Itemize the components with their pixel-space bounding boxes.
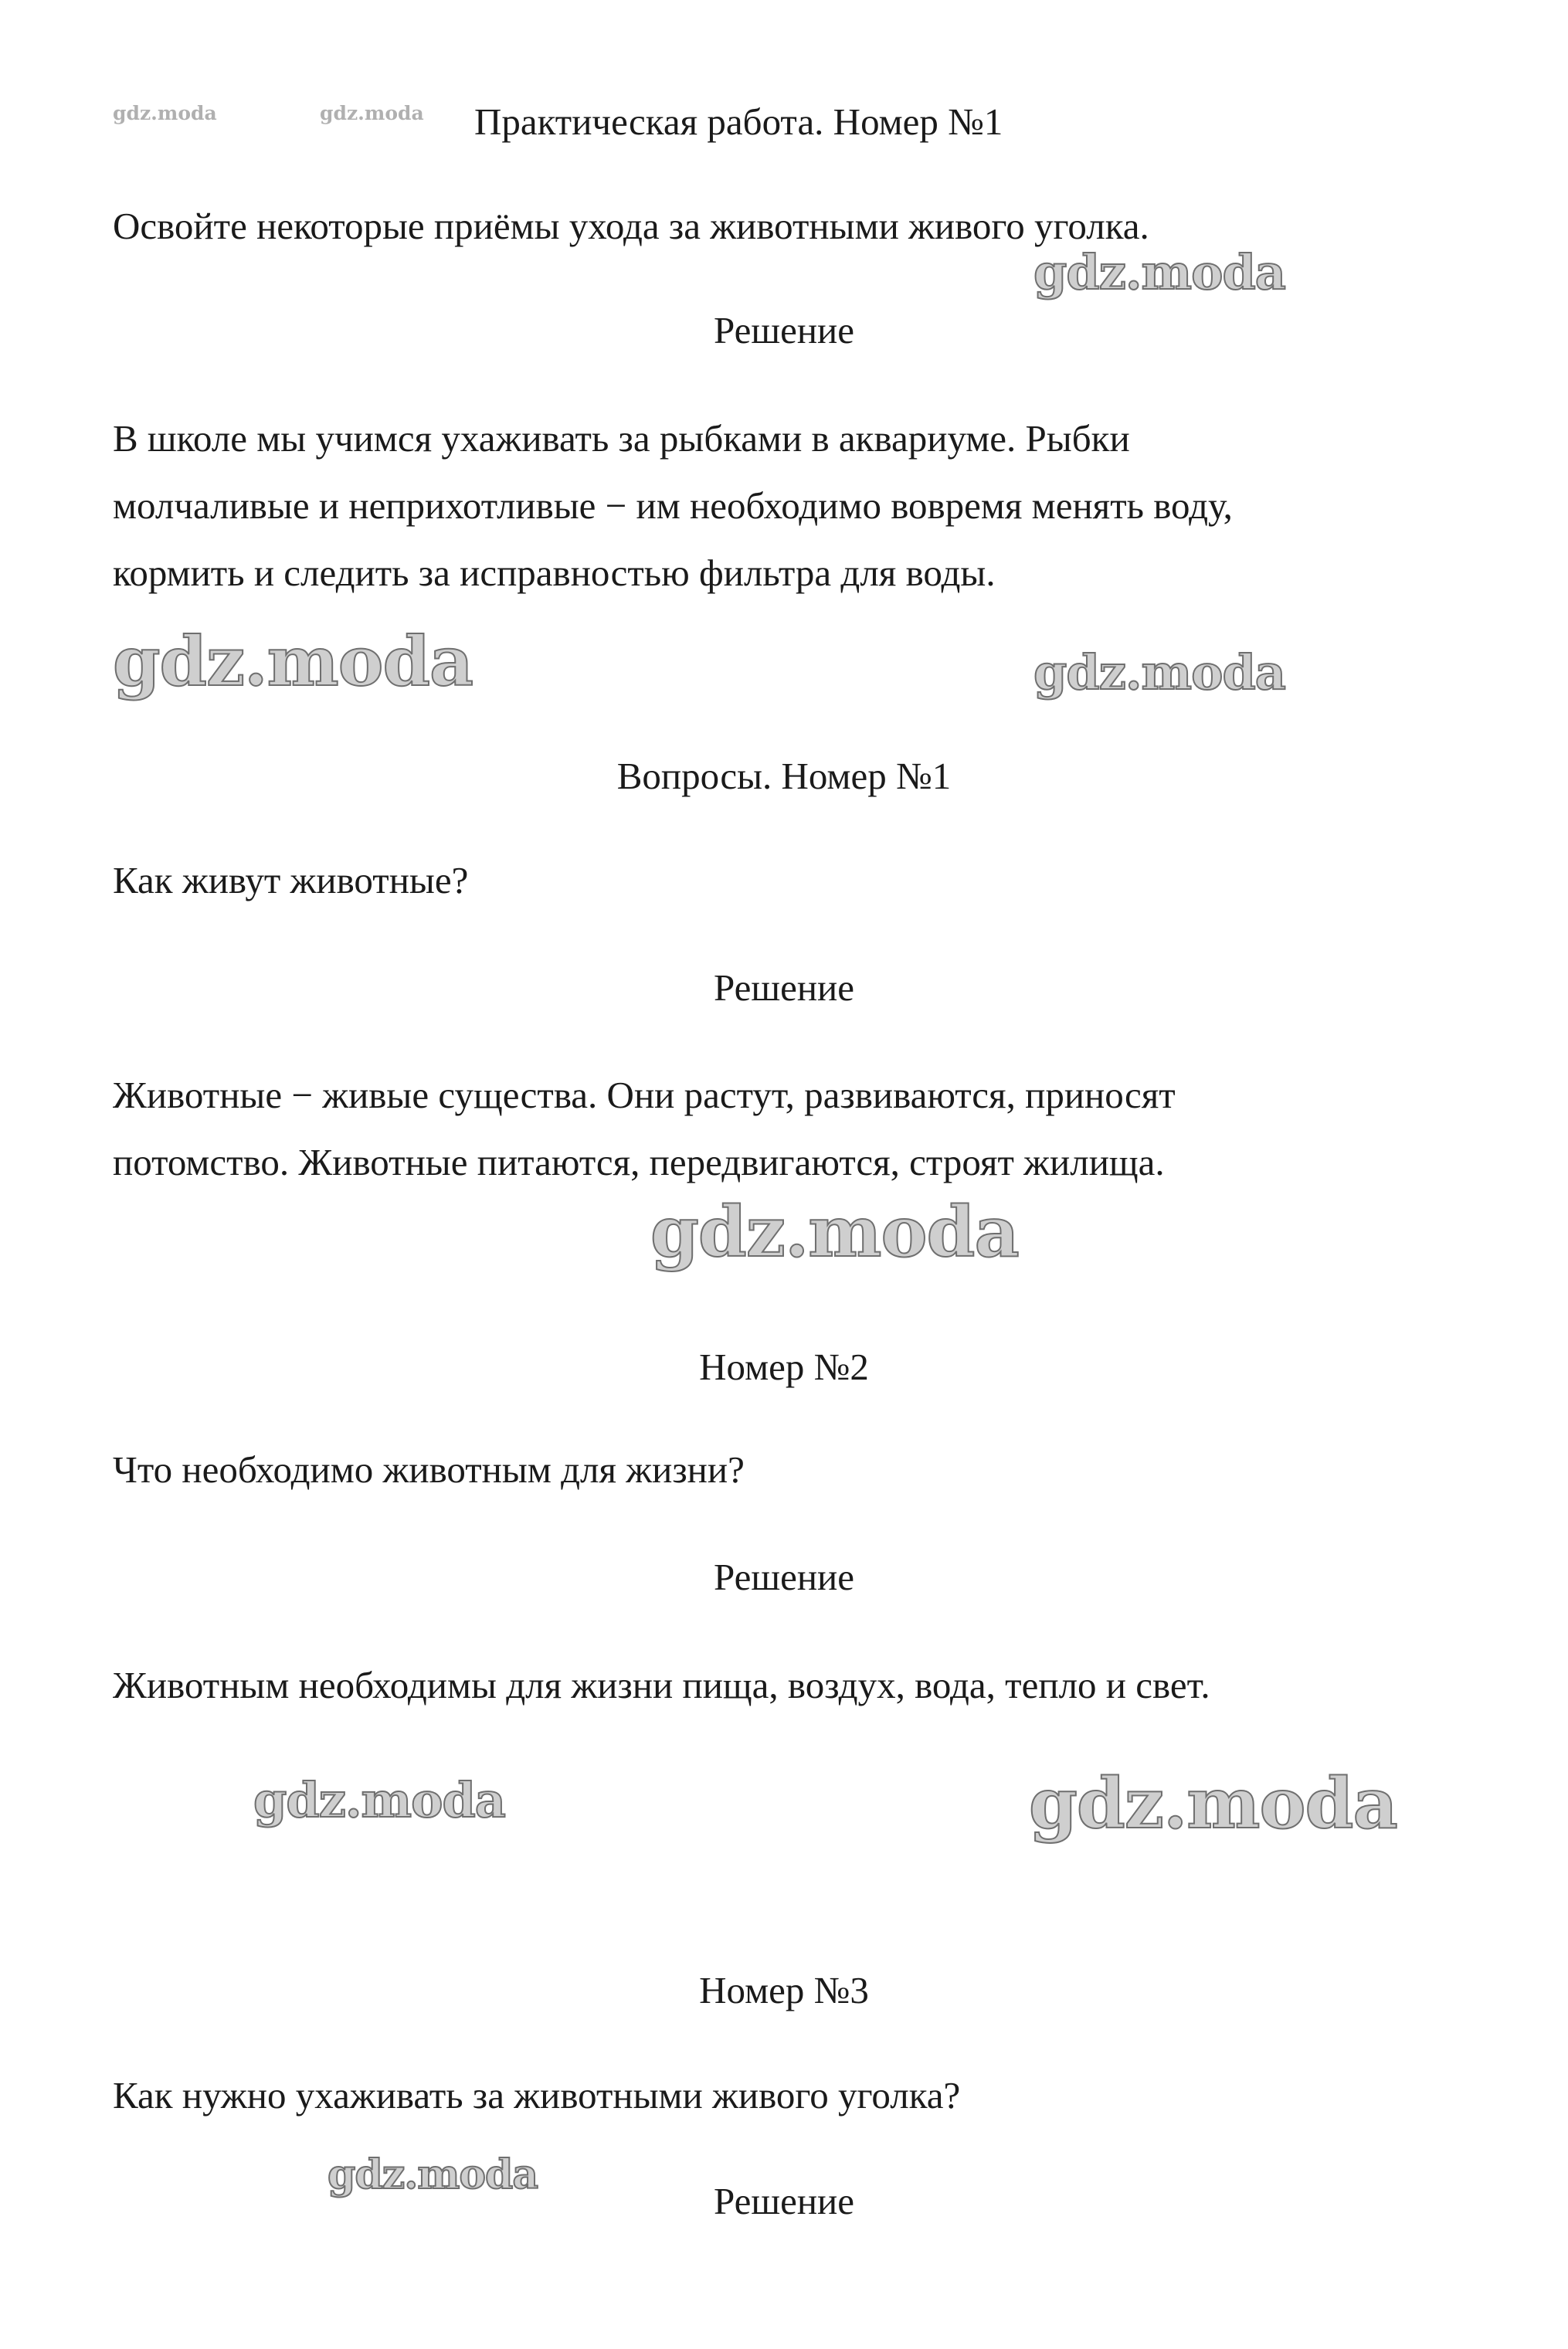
section-heading: Практическая работа. Номер №1 [474,100,1003,143]
watermark: gdz.moda [1033,244,1285,300]
watermark: gdz.moda [650,1191,1019,1273]
section-heading: Номер №2 [699,1346,869,1388]
solution-label: Решение [713,1556,855,1598]
solution-label: Решение [713,966,855,1009]
watermark: gdz.moda [320,102,424,124]
answer-line: Животные − живые существа. Они растут, развиваются, приносят [113,1074,1176,1116]
answer-line: молчаливые и неприхотливые − им необходимо вовремя менять воду, [113,484,1233,527]
solution-label: Решение [713,2180,855,2222]
watermark: gdz.moda [328,2151,538,2198]
question-text: Что необходимо животным для жизни? [113,1448,745,1491]
section-heading: Вопросы. Номер №1 [616,755,952,797]
watermark: gdz.moda [1029,1763,1397,1845]
solution-label: Решение [713,309,855,351]
watermark: gdz.moda [253,1772,505,1828]
watermark: gdz.moda [113,621,473,701]
question-text: Как живут животные? [113,859,469,901]
answer-line: кормить и следить за исправностью фильтра для воды. [113,552,996,594]
answer-line: В школе мы учимся ухаживать за рыбками в аквариуме. Рыбки [113,417,1130,460]
answer-text: Животным необходимы для жизни пища, воздух, вода, тепло и свет. [113,1664,1210,1706]
question-text: Как нужно ухаживать за животными живого уголка? [113,2074,961,2116]
answer-line: потомство. Животные питаются, передвигаются, строят жилища. [113,1141,1165,1183]
task-text: Освойте некоторые приёмы ухода за животными живого уголка. [113,205,1149,247]
watermark: gdz.moda [1033,644,1285,701]
section-heading: Номер №3 [699,1969,869,2011]
watermark: gdz.moda [113,102,217,124]
